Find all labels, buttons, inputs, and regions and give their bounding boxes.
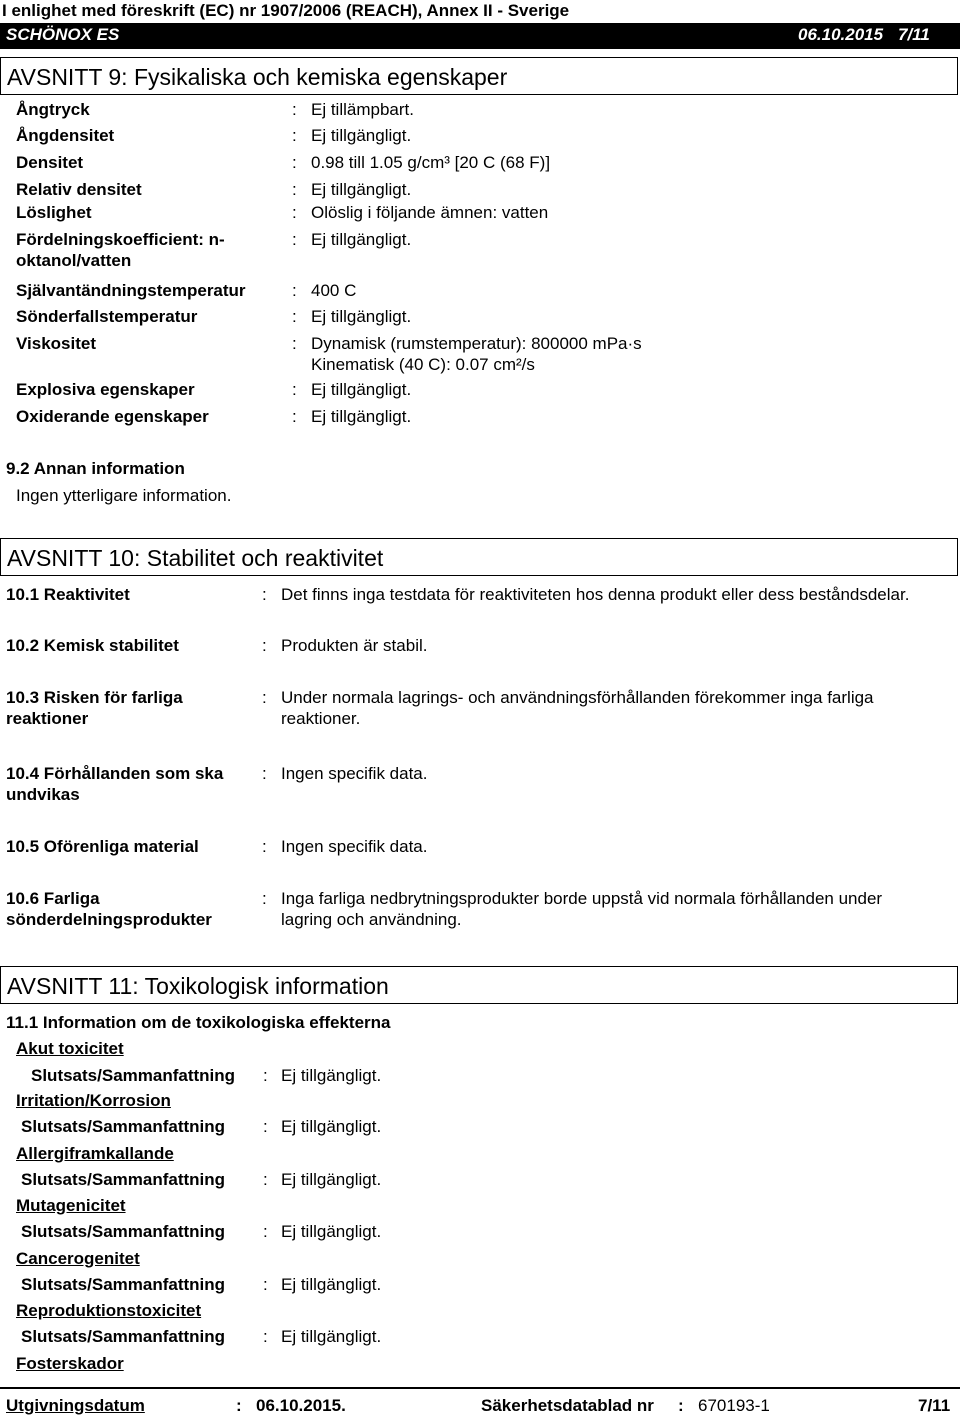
- prop-value: 400 C: [311, 281, 357, 300]
- subsection-9-2-heading: 9.2 Annan information: [6, 459, 185, 478]
- tox-value: Ej tillgängligt.: [281, 1170, 382, 1189]
- tox-label: Slutsats/Sammanfattning: [21, 1117, 226, 1136]
- stability-label: 10.3 Risken för farliga: [6, 688, 183, 707]
- stability-label-line2: undvikas: [6, 785, 80, 804]
- colon: :: [292, 407, 297, 426]
- prop-value: Ej tillgängligt.: [311, 230, 412, 249]
- stability-value: Under normala lagrings- och användningsförhållanden förekommer inga farliga: [281, 688, 874, 707]
- colon: :: [262, 837, 267, 856]
- colon: :: [292, 100, 297, 119]
- section-10-title: AVSNITT 10: Stabilitet och reaktivitet: [7, 545, 384, 571]
- prop-label: Explosiva egenskaper: [16, 380, 195, 399]
- prop-value: Ej tillgängligt.: [311, 126, 412, 145]
- tox-label: Slutsats/Sammanfattning: [21, 1275, 226, 1294]
- tox-heading: Reproduktionstoxicitet: [16, 1301, 202, 1320]
- prop-label: Fördelningskoefficient: n-: [16, 230, 225, 249]
- tox-value: Ej tillgängligt.: [281, 1066, 382, 1085]
- colon: :: [262, 764, 267, 783]
- subsection-11-1-heading: 11.1 Information om de toxikologiska effekterna: [6, 1013, 391, 1032]
- stability-label-line2: sönderdelningsprodukter: [6, 910, 212, 929]
- prop-value: Olöslig i följande ämnen: vatten: [311, 203, 549, 222]
- regulation-title: I enlighet med föreskrift (EC) nr 1907/2006 (REACH), Annex II - Sverige: [2, 1, 570, 20]
- colon: :: [292, 380, 297, 399]
- stability-value-line2: reaktioner.: [281, 709, 361, 728]
- footer-page: 7/11: [918, 1396, 951, 1415]
- colon: :: [262, 636, 267, 655]
- colon: :: [263, 1117, 268, 1136]
- tox-label: Slutsats/Sammanfattning: [21, 1170, 226, 1189]
- prop-value: 0.98 till 1.05 g/cm³ [20 C (68 F)]: [311, 153, 551, 172]
- prop-label: Densitet: [16, 153, 84, 172]
- prop-label-line2: oktanol/vatten: [16, 251, 132, 270]
- section-11-heading: [0, 966, 958, 1004]
- colon: :: [292, 203, 297, 222]
- tox-heading: Mutagenicitet: [16, 1196, 126, 1215]
- colon: :: [263, 1170, 268, 1189]
- stability-value: Produkten är stabil.: [281, 636, 428, 655]
- prop-label: Sönderfallstemperatur: [16, 307, 198, 326]
- colon: :: [263, 1275, 268, 1294]
- stability-value: Ingen specifik data.: [281, 837, 428, 856]
- colon: :: [292, 126, 297, 145]
- colon: :: [236, 1396, 242, 1415]
- tox-heading: Cancerogenitet: [16, 1249, 140, 1268]
- section-9-heading: [0, 57, 958, 95]
- prop-value-line2: Kinematisk (40 C): 0.07 cm²/s: [311, 355, 535, 374]
- tox-value: Ej tillgängligt.: [281, 1327, 382, 1346]
- prop-label: Ångtryck: [16, 100, 90, 119]
- tox-heading: Irritation/Korrosion: [16, 1091, 171, 1110]
- stability-value: Det finns inga testdata för reaktiviteten hos denna produkt eller dess beståndsdelar.: [281, 585, 910, 604]
- colon: :: [292, 334, 297, 353]
- footer-date-label: Utgivningsdatum: [6, 1396, 145, 1415]
- colon: :: [292, 230, 297, 249]
- section-11-title: AVSNITT 11: Toxikologisk information: [7, 973, 389, 999]
- prop-label: Ångdensitet: [16, 126, 115, 145]
- tox-heading: Akut toxicitet: [16, 1039, 124, 1058]
- prop-label: Oxiderande egenskaper: [16, 407, 209, 426]
- stability-label: 10.6 Farliga: [6, 889, 100, 908]
- prop-value: Ej tillgängligt.: [311, 307, 412, 326]
- prop-value: Ej tillgängligt.: [311, 407, 412, 426]
- tox-heading: Allergiframkallande: [16, 1144, 174, 1163]
- stability-value: Ingen specifik data.: [281, 764, 428, 783]
- stability-value-line2: lagring och användning.: [281, 910, 462, 929]
- prop-value: Dynamisk (rumstemperatur): 800000 mPa·s: [311, 334, 642, 353]
- colon: :: [678, 1396, 684, 1415]
- section-10-heading: [0, 538, 958, 576]
- stability-label: 10.5 Oförenliga material: [6, 837, 199, 856]
- tox-value: Ej tillgängligt.: [281, 1222, 382, 1241]
- prop-value: Ej tillgängligt.: [311, 380, 412, 399]
- section-9-title: AVSNITT 9: Fysikaliska och kemiska egenskaper: [7, 64, 508, 90]
- stability-label-line2: reaktioner: [6, 709, 89, 728]
- prop-value: Ej tillgängligt.: [311, 180, 412, 199]
- colon: :: [263, 1327, 268, 1346]
- footer-date-value: 06.10.2015.: [256, 1396, 346, 1415]
- colon: :: [292, 180, 297, 199]
- product-name: SCHÖNOX ES: [6, 25, 120, 44]
- colon: :: [292, 307, 297, 326]
- colon: :: [262, 688, 267, 707]
- prop-label: Löslighet: [16, 203, 92, 222]
- stability-label: 10.1 Reaktivitet: [6, 585, 130, 604]
- colon: :: [262, 585, 267, 604]
- stability-label: 10.2 Kemisk stabilitet: [6, 636, 179, 655]
- tox-label: Slutsats/Sammanfattning: [21, 1327, 226, 1346]
- colon: :: [292, 281, 297, 300]
- prop-label: Självantändningstemperatur: [16, 281, 246, 300]
- prop-label: Viskositet: [16, 334, 97, 353]
- subsection-9-2-text: Ingen ytterligare information.: [16, 486, 232, 505]
- colon: :: [292, 153, 297, 172]
- header-date: 06.10.2015: [798, 25, 884, 44]
- tox-label: Slutsats/Sammanfattning: [21, 1222, 226, 1241]
- stability-label: 10.4 Förhållanden som ska: [6, 764, 224, 783]
- footer-sds-value: 670193-1: [698, 1396, 770, 1415]
- footer: [0, 1387, 960, 1423]
- colon: :: [262, 889, 267, 908]
- tox-value: Ej tillgängligt.: [281, 1275, 382, 1294]
- header-bar: [0, 23, 960, 49]
- prop-label: Relativ densitet: [16, 180, 142, 199]
- tox-heading: Fosterskador: [16, 1354, 124, 1373]
- stability-value: Inga farliga nedbrytningsprodukter borde uppstå vid normala förhållanden under: [281, 889, 883, 908]
- header-page: 7/11: [898, 25, 930, 44]
- footer-sds-label: Säkerhetsdatablad nr: [481, 1396, 654, 1415]
- prop-value: Ej tillämpbart.: [311, 100, 414, 119]
- colon: :: [263, 1222, 268, 1241]
- tox-label: Slutsats/Sammanfattning: [31, 1066, 236, 1085]
- tox-value: Ej tillgängligt.: [281, 1117, 382, 1136]
- colon: :: [263, 1066, 268, 1085]
